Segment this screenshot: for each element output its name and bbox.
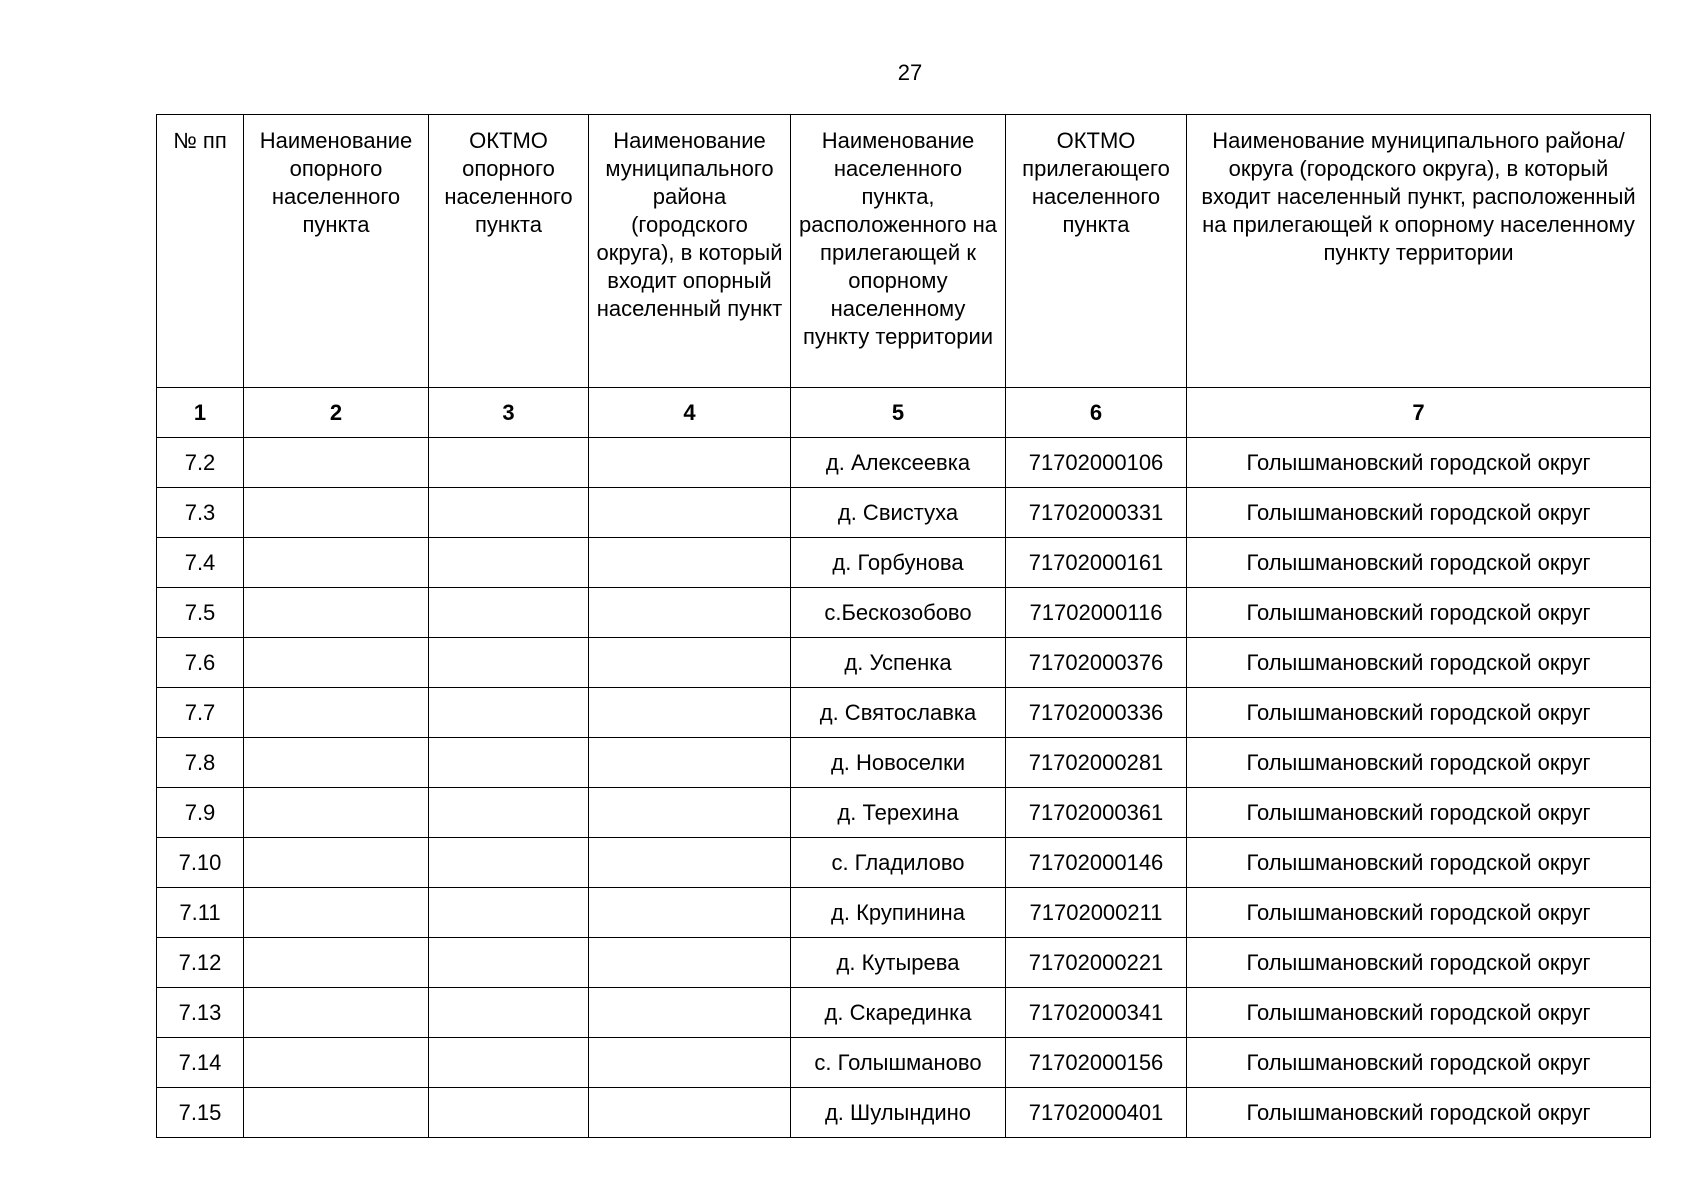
settlement-oktmo-cell: 71702000106 (1006, 438, 1187, 488)
hub-settlement-cell (244, 588, 429, 638)
table-body (157, 438, 1651, 1138)
row-number-cell: 7.12 (157, 938, 244, 988)
hub-oktmo-cell (429, 588, 589, 638)
district-cell: Голышмановский городской округ (1187, 588, 1651, 638)
hub-oktmo-cell (429, 888, 589, 938)
hub-settlement-cell (244, 488, 429, 538)
hub-settlement-cell (244, 688, 429, 738)
hub-district-cell (589, 888, 791, 938)
hub-oktmo-cell (429, 788, 589, 838)
hub-district-cell (589, 938, 791, 988)
hub-settlement-cell (244, 638, 429, 688)
row-number-cell: 7.8 (157, 738, 244, 788)
header-cell: Наименование муниципального района/округа (городского округа), в который входит населенный пункт, расположенный на прилегающей к опорному населенному пункту территории (1187, 115, 1651, 388)
settlement-name-cell: д. Крупинина (791, 888, 1006, 938)
hub-settlement-cell (244, 988, 429, 1038)
header-cell: Наименование муниципального района (городского округа), в который входит опорный населенный пункт (589, 115, 791, 388)
district-cell: Голышмановский городской округ (1187, 438, 1651, 488)
hub-oktmo-cell (429, 738, 589, 788)
district-cell: Голышмановский городской округ (1187, 888, 1651, 938)
row-number-cell: 7.3 (157, 488, 244, 538)
hub-district-cell (589, 1088, 791, 1138)
district-cell: Голышмановский городской округ (1187, 1038, 1651, 1088)
header-cell: № пп (157, 115, 244, 388)
hub-settlement-cell (244, 738, 429, 788)
hub-district-cell (589, 688, 791, 738)
district-cell: Голышмановский городской округ (1187, 538, 1651, 588)
row-number-cell: 7.15 (157, 1088, 244, 1138)
settlement-oktmo-cell: 71702000156 (1006, 1038, 1187, 1088)
hub-district-cell (589, 738, 791, 788)
hub-oktmo-cell (429, 1038, 589, 1088)
settlement-name-cell: д. Успенка (791, 638, 1006, 688)
settlement-name-cell: д. Святославка (791, 688, 1006, 738)
header-cell: ОКТМО прилегающего населенного пункта (1006, 115, 1187, 388)
hub-oktmo-cell (429, 838, 589, 888)
district-cell: Голышмановский городской округ (1187, 788, 1651, 838)
district-cell: Голышмановский городской округ (1187, 738, 1651, 788)
hub-district-cell (589, 1038, 791, 1088)
hub-settlement-cell (244, 888, 429, 938)
hub-district-cell (589, 488, 791, 538)
district-cell: Голышмановский городской округ (1187, 1088, 1651, 1138)
column-number-cell: 5 (791, 388, 1006, 438)
hub-settlement-cell (244, 1088, 429, 1138)
settlements-table (156, 114, 1651, 1138)
district-cell: Голышмановский городской округ (1187, 488, 1651, 538)
row-number-cell: 7.11 (157, 888, 244, 938)
table-row (157, 538, 1651, 588)
settlement-name-cell: д. Шулындино (791, 1088, 1006, 1138)
settlement-oktmo-cell: 71702000281 (1006, 738, 1187, 788)
header-cell: Наименование населенного пункта, расположенного на прилегающей к опорному населенному пункту территории (791, 115, 1006, 388)
hub-settlement-cell (244, 438, 429, 488)
table-row (157, 838, 1651, 888)
table-row (157, 938, 1651, 988)
settlement-name-cell: с. Гладилово (791, 838, 1006, 888)
district-cell: Голышмановский городской округ (1187, 838, 1651, 888)
settlement-oktmo-cell: 71702000146 (1006, 838, 1187, 888)
hub-settlement-cell (244, 1038, 429, 1088)
settlement-name-cell: д. Горбунова (791, 538, 1006, 588)
hub-settlement-cell (244, 938, 429, 988)
row-number-cell: 7.4 (157, 538, 244, 588)
row-number-cell: 7.6 (157, 638, 244, 688)
hub-district-cell (589, 838, 791, 888)
column-number-cell: 7 (1187, 388, 1651, 438)
table-row (157, 638, 1651, 688)
settlement-oktmo-cell: 71702000336 (1006, 688, 1187, 738)
table-header-row (157, 115, 1651, 388)
row-number-cell: 7.5 (157, 588, 244, 638)
column-number-cell: 6 (1006, 388, 1187, 438)
hub-district-cell (589, 438, 791, 488)
settlement-name-cell: д. Алексеевка (791, 438, 1006, 488)
row-number-cell: 7.10 (157, 838, 244, 888)
header-cell: ОКТМО опорного населенного пункта (429, 115, 589, 388)
settlement-name-cell: д. Кутырева (791, 938, 1006, 988)
settlement-name-cell: д. Скарединка (791, 988, 1006, 1038)
settlement-oktmo-cell: 71702000401 (1006, 1088, 1187, 1138)
hub-oktmo-cell (429, 1088, 589, 1138)
table-row (157, 888, 1651, 938)
district-cell: Голышмановский городской округ (1187, 638, 1651, 688)
hub-district-cell (589, 538, 791, 588)
settlement-name-cell: д. Терехина (791, 788, 1006, 838)
hub-district-cell (589, 638, 791, 688)
header-cell: Наименование опорного населенного пункта (244, 115, 429, 388)
settlement-oktmo-cell: 71702000341 (1006, 988, 1187, 1038)
page-number: 27 (897, 60, 923, 85)
table-row (157, 688, 1651, 738)
hub-district-cell (589, 988, 791, 1038)
hub-oktmo-cell (429, 488, 589, 538)
settlement-oktmo-cell: 71702000116 (1006, 588, 1187, 638)
settlement-oktmo-cell: 71702000221 (1006, 938, 1187, 988)
column-number-cell: 3 (429, 388, 589, 438)
hub-oktmo-cell (429, 988, 589, 1038)
row-number-cell: 7.2 (157, 438, 244, 488)
hub-district-cell (589, 588, 791, 638)
table-row (157, 988, 1651, 1038)
row-number-cell: 7.9 (157, 788, 244, 838)
row-number-cell: 7.7 (157, 688, 244, 738)
hub-settlement-cell (244, 788, 429, 838)
hub-oktmo-cell (429, 638, 589, 688)
hub-settlement-cell (244, 538, 429, 588)
table-row (157, 438, 1651, 488)
hub-oktmo-cell (429, 688, 589, 738)
hub-oktmo-cell (429, 938, 589, 988)
settlement-name-cell: с. Голышманово (791, 1038, 1006, 1088)
settlement-name-cell: д. Новоселки (791, 738, 1006, 788)
settlement-oktmo-cell: 71702000211 (1006, 888, 1187, 938)
settlement-name-cell: д. Свистуха (791, 488, 1006, 538)
settlement-oktmo-cell: 71702000376 (1006, 638, 1187, 688)
table-row (157, 1038, 1651, 1088)
district-cell: Голышмановский городской округ (1187, 988, 1651, 1038)
table-row (157, 738, 1651, 788)
district-cell: Голышмановский городской округ (1187, 938, 1651, 988)
hub-settlement-cell (244, 838, 429, 888)
settlement-oktmo-cell: 71702000161 (1006, 538, 1187, 588)
hub-oktmo-cell (429, 538, 589, 588)
column-number-cell: 2 (244, 388, 429, 438)
hub-oktmo-cell (429, 438, 589, 488)
settlement-name-cell: с.Бескозобово (791, 588, 1006, 638)
row-number-cell: 7.14 (157, 1038, 244, 1088)
row-number-cell: 7.13 (157, 988, 244, 1038)
table-row (157, 588, 1651, 638)
settlement-oktmo-cell: 71702000331 (1006, 488, 1187, 538)
hub-district-cell (589, 788, 791, 838)
column-number-row (157, 388, 1651, 438)
table-row (157, 1088, 1651, 1138)
table-row (157, 788, 1651, 838)
table-row (157, 488, 1651, 538)
district-cell: Голышмановский городской округ (1187, 688, 1651, 738)
column-number-cell: 4 (589, 388, 791, 438)
column-number-cell: 1 (157, 388, 244, 438)
settlement-oktmo-cell: 71702000361 (1006, 788, 1187, 838)
